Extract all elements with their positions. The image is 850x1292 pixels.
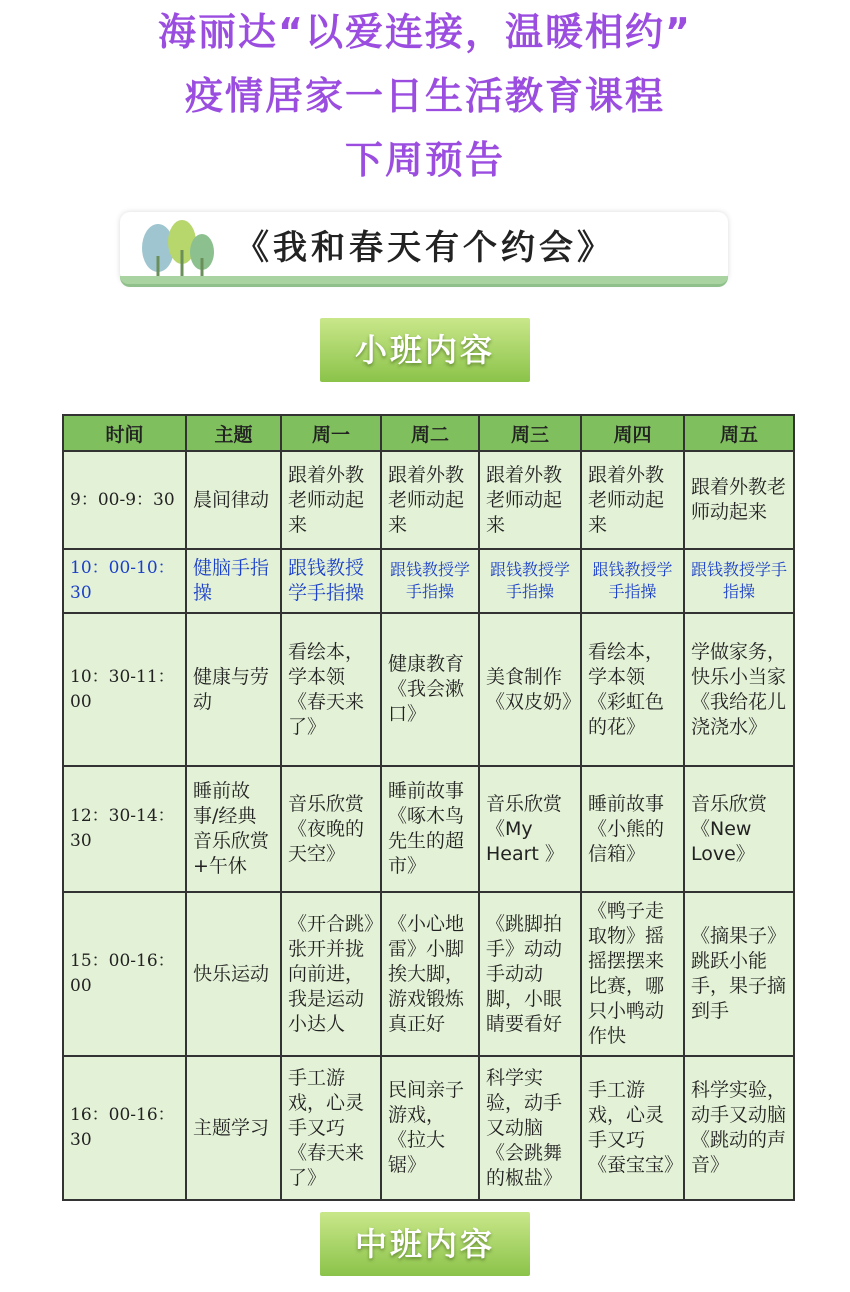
cell-thursday: 跟钱教授学手指操 xyxy=(581,549,684,613)
cell-tuesday: 健康教育《我会漱口》 xyxy=(381,613,479,766)
cell-tuesday: 跟钱教授学手指操 xyxy=(381,549,479,613)
row-theme: 晨间律动 xyxy=(186,451,281,549)
cell-monday: 音乐欣赏《夜晚的天空》 xyxy=(281,766,381,892)
cell-monday: 跟钱教授学手指操 xyxy=(281,549,381,613)
table-row xyxy=(63,549,794,613)
table-header-row xyxy=(63,415,794,451)
trees-icon xyxy=(130,216,220,280)
header-thursday: 周四 xyxy=(581,415,684,451)
cell-thursday: 看绘本，学本领《彩虹色的花》 xyxy=(581,613,684,766)
cell-tuesday: 《小心地雷》小脚挨大脚，游戏锻炼真正好 xyxy=(381,892,479,1056)
cell-monday: 手工游戏，心灵手又巧《春天来了》 xyxy=(281,1056,381,1200)
cell-thursday: 睡前故事《小熊的信箱》 xyxy=(581,766,684,892)
cell-thursday: 手工游戏，心灵手又巧《蚕宝宝》 xyxy=(581,1056,684,1200)
small-class-section-button[interactable]: 小班内容 xyxy=(320,318,530,382)
cell-wednesday: 跟钱教授学手指操 xyxy=(479,549,581,613)
table-row xyxy=(63,613,794,766)
header-time: 时间 xyxy=(63,415,186,451)
cell-monday: 看绘本，学本领《春天来了》 xyxy=(281,613,381,766)
banner-underline xyxy=(120,276,728,284)
header-wednesday: 周三 xyxy=(479,415,581,451)
header-monday: 周一 xyxy=(281,415,381,451)
cell-friday: 《摘果子》跳跃小能手，果子摘到手 xyxy=(684,892,794,1056)
cell-friday: 跟钱教授学手指操 xyxy=(684,549,794,613)
cell-tuesday: 睡前故事《啄木鸟先生的超市》 xyxy=(381,766,479,892)
cell-thursday: 跟着外教老师动起来 xyxy=(581,451,684,549)
cell-thursday: 《鸭子走取物》摇摇摆摆来比赛，哪只小鸭动作快 xyxy=(581,892,684,1056)
row-time: 15：00-16：00 xyxy=(63,892,186,1056)
cell-friday: 跟着外教老师动起来 xyxy=(684,451,794,549)
page-title-line3: 下周预告 xyxy=(344,138,505,182)
row-time: 10：30-11：00 xyxy=(63,613,186,766)
table-row xyxy=(63,766,794,892)
theme-title: 《我和春天有个约会》 xyxy=(235,228,615,268)
header-theme: 主题 xyxy=(186,415,281,451)
table-row xyxy=(63,1056,794,1200)
cell-friday: 音乐欣赏《New Love》 xyxy=(684,766,794,892)
row-theme: 健脑手指操 xyxy=(186,549,281,613)
row-theme: 健康与劳动 xyxy=(186,613,281,766)
page-title-line1: 海丽达“以爱连接，温暖相约” xyxy=(158,10,692,54)
cell-monday: 《开合跳》张开并拢向前进，我是运动小达人 xyxy=(281,892,381,1056)
header-tuesday: 周二 xyxy=(381,415,479,451)
page-title-line2: 疫情居家一日生活教育课程 xyxy=(184,74,665,118)
row-theme: 主题学习 xyxy=(186,1056,281,1200)
middle-class-section-button[interactable]: 中班内容 xyxy=(320,1212,530,1276)
cell-wednesday: 科学实验，动手又动脑《会跳舞的椒盐》 xyxy=(479,1056,581,1200)
cell-tuesday: 跟着外教老师动起来 xyxy=(381,451,479,549)
cell-wednesday: 音乐欣赏《My Heart 》 xyxy=(479,766,581,892)
cell-friday: 科学实验，动手又动脑《跳动的声音》 xyxy=(684,1056,794,1200)
table-row xyxy=(63,892,794,1056)
row-time: 10：00-10：30 xyxy=(63,549,186,613)
cell-tuesday: 民间亲子游戏，《拉大锯》 xyxy=(381,1056,479,1200)
cell-wednesday: 《跳脚拍手》动动手动动脚，小眼睛要看好 xyxy=(479,892,581,1056)
cell-monday: 跟着外教老师动起来 xyxy=(281,451,381,549)
cell-friday: 学做家务，快乐小当家《我给花儿浇浇水》 xyxy=(684,613,794,766)
row-time: 9：00-9：30 xyxy=(63,451,186,549)
row-theme: 睡前故事/经典音乐欣赏+午休 xyxy=(186,766,281,892)
row-time: 16：00-16：30 xyxy=(63,1056,186,1200)
theme-banner xyxy=(120,212,728,284)
cell-wednesday: 跟着外教老师动起来 xyxy=(479,451,581,549)
schedule-table xyxy=(62,414,795,1201)
table-row xyxy=(63,451,794,549)
row-time: 12：30-14：30 xyxy=(63,766,186,892)
header-friday: 周五 xyxy=(684,415,794,451)
row-theme: 快乐运动 xyxy=(186,892,281,1056)
cell-wednesday: 美食制作《双皮奶》 xyxy=(479,613,581,766)
